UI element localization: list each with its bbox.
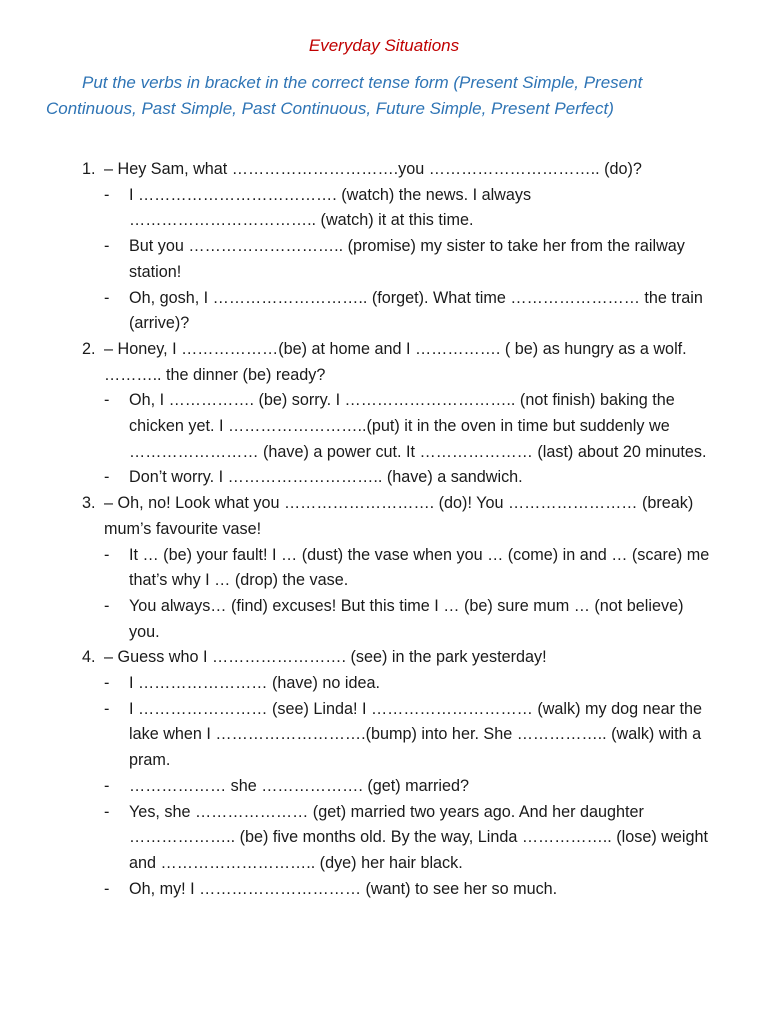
bullet-dash: - xyxy=(104,674,110,693)
instructions-text: Put the verbs in bracket in the correct tense form (Present Simple, Present Continuous, Past Simple, Past Continuous, Future Simple, Present Perfect) xyxy=(46,73,643,118)
exercise-list xyxy=(0,157,768,902)
question-text: – Oh, no! Look what you ………………………. (do)! You …………………… (break) mum’s favourite vase! xyxy=(104,494,694,538)
reply-item xyxy=(0,543,713,594)
question-text: – Guess who I ……………………. (see) in the park yesterday! xyxy=(104,648,547,667)
question-text: – Hey Sam, what ………………………….you ………………………….. (do)? xyxy=(104,160,642,178)
instructions xyxy=(46,70,736,121)
reply-item xyxy=(0,286,713,337)
reply-item xyxy=(0,877,713,903)
bullet-dash: - xyxy=(104,545,110,564)
bullet-dash: - xyxy=(104,288,110,307)
question-item xyxy=(0,337,700,388)
reply-text: I …………………… (have) no idea. xyxy=(129,674,380,693)
reply-text: Don’t worry. I ……………………….. (have) a sandwich. xyxy=(129,468,523,487)
bullet-dash: - xyxy=(104,468,110,487)
bullet-dash: - xyxy=(104,879,110,898)
reply-text: Yes, she ………………… (get) married two years ago. And her daughter ……………….. (be) five months old. By the way, Linda …………….. (lose) weight and ……………………….. (dye) her hair black. xyxy=(129,802,709,872)
reply-item xyxy=(0,234,713,285)
reply-item xyxy=(0,774,713,800)
reply-text: But you ……………………….. (promise) my sister to take her from the railway station! xyxy=(129,237,685,281)
question-number: 4. xyxy=(82,648,96,667)
question-item xyxy=(0,491,700,542)
worksheet-title: Everyday Situations xyxy=(308,36,460,55)
question-text: – Honey, I ………………(be) at home and I ……………. ( be) as hungry as a wolf. ……….. the dinner (be) ready? xyxy=(104,339,687,384)
reply-text: Oh, gosh, I ……………………….. (forget). What time …………………… the train (arrive)? xyxy=(129,288,703,333)
reply-text: Oh, my! I ………………………… (want) to see her so much. xyxy=(129,879,558,898)
reply-text: ……………… she ………………. (get) married? xyxy=(129,776,469,795)
reply-item xyxy=(0,697,713,774)
reply-item xyxy=(0,671,713,697)
question-number: 3. xyxy=(82,494,96,513)
reply-text: I ………………………………. (watch) the news. I always …………………………….. (watch) it at this time. xyxy=(129,185,532,230)
reply-item xyxy=(0,594,713,645)
bullet-dash: - xyxy=(104,237,110,256)
question-item xyxy=(0,645,700,671)
reply-item xyxy=(0,800,713,877)
reply-item xyxy=(0,388,713,465)
question-number: 1. xyxy=(82,160,96,178)
bullet-dash: - xyxy=(104,776,110,795)
reply-text: It … (be) your fault! I … (dust) the vase when you … (come) in and … (scare) me that’s why I … (drop) the vase. xyxy=(129,545,710,590)
reply-item xyxy=(0,183,713,234)
bullet-dash: - xyxy=(104,699,110,718)
reply-text: You always… (find) excuses! But this time I … (be) sure mum … (not believe) you. xyxy=(129,596,684,641)
bullet-dash: - xyxy=(104,185,110,204)
bullet-dash: - xyxy=(104,802,110,821)
reply-item xyxy=(0,465,713,491)
bullet-dash: - xyxy=(104,391,110,410)
question-item xyxy=(0,157,700,183)
question-number: 2. xyxy=(82,339,96,358)
bullet-dash: - xyxy=(104,596,110,615)
reply-text: I …………………… (see) Linda! I ………………………… (walk) my dog near the lake when I ……………………….(bump) into her. She …………….. (walk) with a pram. xyxy=(129,699,702,770)
reply-text: Oh, I ……………. (be) sorry. I ………………………….. (not finish) baking the chicken yet. I ……………………..(put) it in the oven in time but suddenly we …………………… (have) a power cut. It ………………… (last) about 20 minutes. xyxy=(129,391,707,461)
